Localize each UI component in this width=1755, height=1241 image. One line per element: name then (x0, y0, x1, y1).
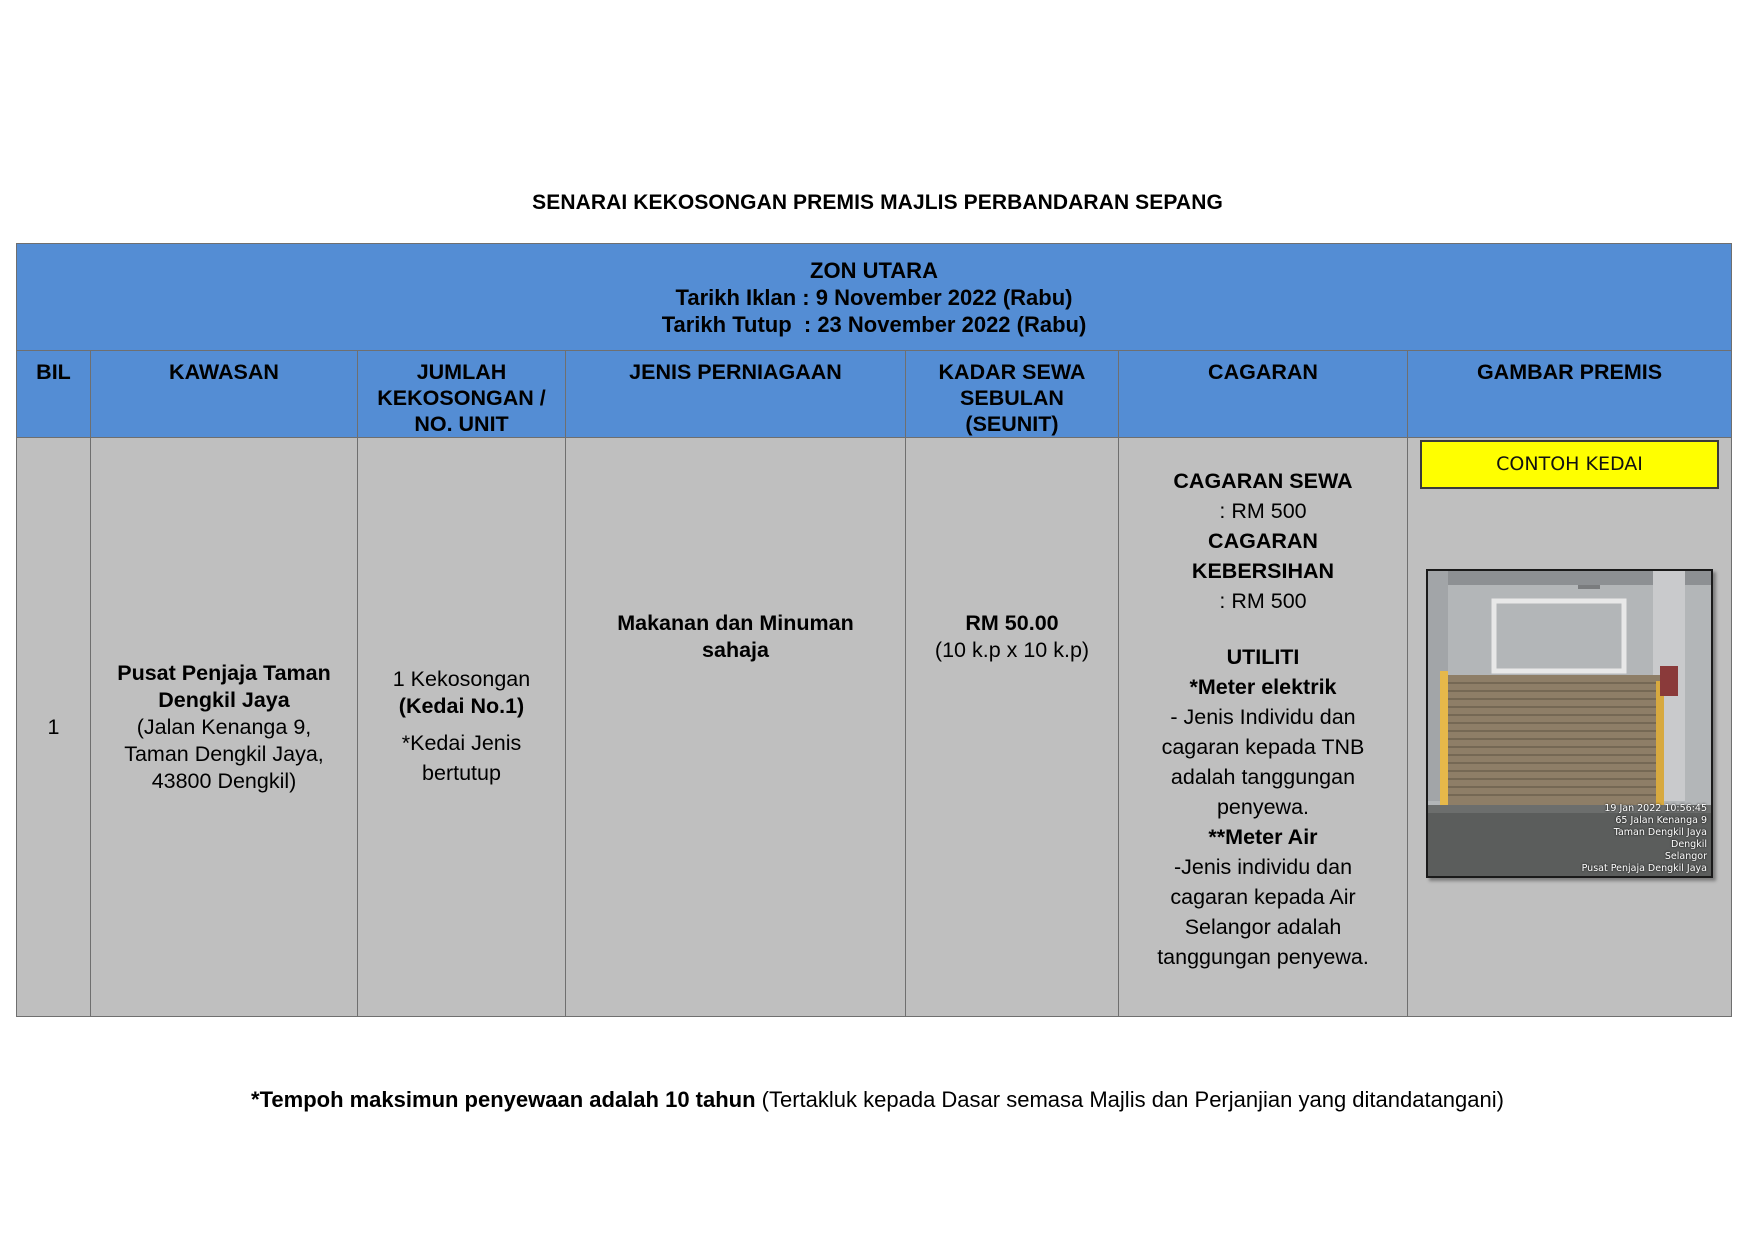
cell-kawasan: Pusat Penjaja Taman Dengkil Jaya (Jalan Kenanga 9, Taman Dengkil Jaya, 43800 Dengkil) (91, 438, 358, 1017)
advert-date: Tarikh Iklan : 9 November 2022 (Rabu) (675, 284, 1073, 310)
column-header-row (17, 351, 1732, 438)
zone-name: ZON UTARA (810, 257, 938, 283)
col-header-kawasan: KAWASAN (91, 351, 358, 438)
footnote-normal: (Tertakluk kepada Dasar semasa Majlis dan Perjanjian yang ditandatangani) (755, 1087, 1504, 1112)
cell-kadar: RM 50.00 (10 k.p x 10 k.p) (906, 438, 1119, 1017)
vacancy-table (16, 243, 1732, 1017)
cell-bil: 1 (17, 438, 91, 1017)
cell-gambar (1408, 438, 1732, 1017)
col-header-cagaran: CAGARAN (1119, 351, 1408, 438)
document-title: SENARAI KEKOSONGAN PREMIS MAJLIS PERBANDARAN SEPANG (532, 191, 1223, 214)
example-shop-label: CONTOH KEDAI (1420, 440, 1719, 489)
photo-timestamp: 19 Jan 2022 10:56:45 65 Jalan Kenanga 9 Taman Dengkil Jaya Dengkil Selangor Pusat Penjaja Dengkil Jaya (1581, 803, 1707, 874)
col-header-jumlah: JUMLAH KEKOSONGAN / NO. UNIT (358, 351, 566, 438)
footnote (0, 1087, 1755, 1113)
col-header-gambar: GAMBAR PREMIS (1408, 351, 1732, 438)
premises-photo (1426, 569, 1713, 878)
col-header-bil: BIL (17, 351, 91, 438)
table-row (17, 438, 1732, 1017)
cell-jumlah: 1 Kekosongan (Kedai No.1) *Kedai Jenis bertutup (358, 438, 566, 1017)
zone-header (17, 244, 1732, 351)
footnote-bold: *Tempoh maksimun penyewaan adalah 10 tahun (251, 1087, 756, 1112)
zone-header-row (17, 244, 1732, 351)
cell-cagaran: CAGARAN SEWA : RM 500 CAGARAN KEBERSIHAN : RM 500 UTILITI *Meter elektrik - Jenis Individu dan cagaran kepada TNB adalah tanggungan penyewa. **Meter Air -Jenis individu dan cagaran kepada Air Selangor adalah tanggungan penyewa. (1119, 438, 1408, 1017)
closing-date: Tarikh Tutup : 23 November 2022 (Rabu) (661, 311, 1087, 337)
col-header-jenis: JENIS PERNIAGAAN (566, 351, 906, 438)
col-header-kadar: KADAR SEWA SEBULAN (SEUNIT) (906, 351, 1119, 438)
cell-jenis: Makanan dan Minuman sahaja (566, 438, 906, 1017)
